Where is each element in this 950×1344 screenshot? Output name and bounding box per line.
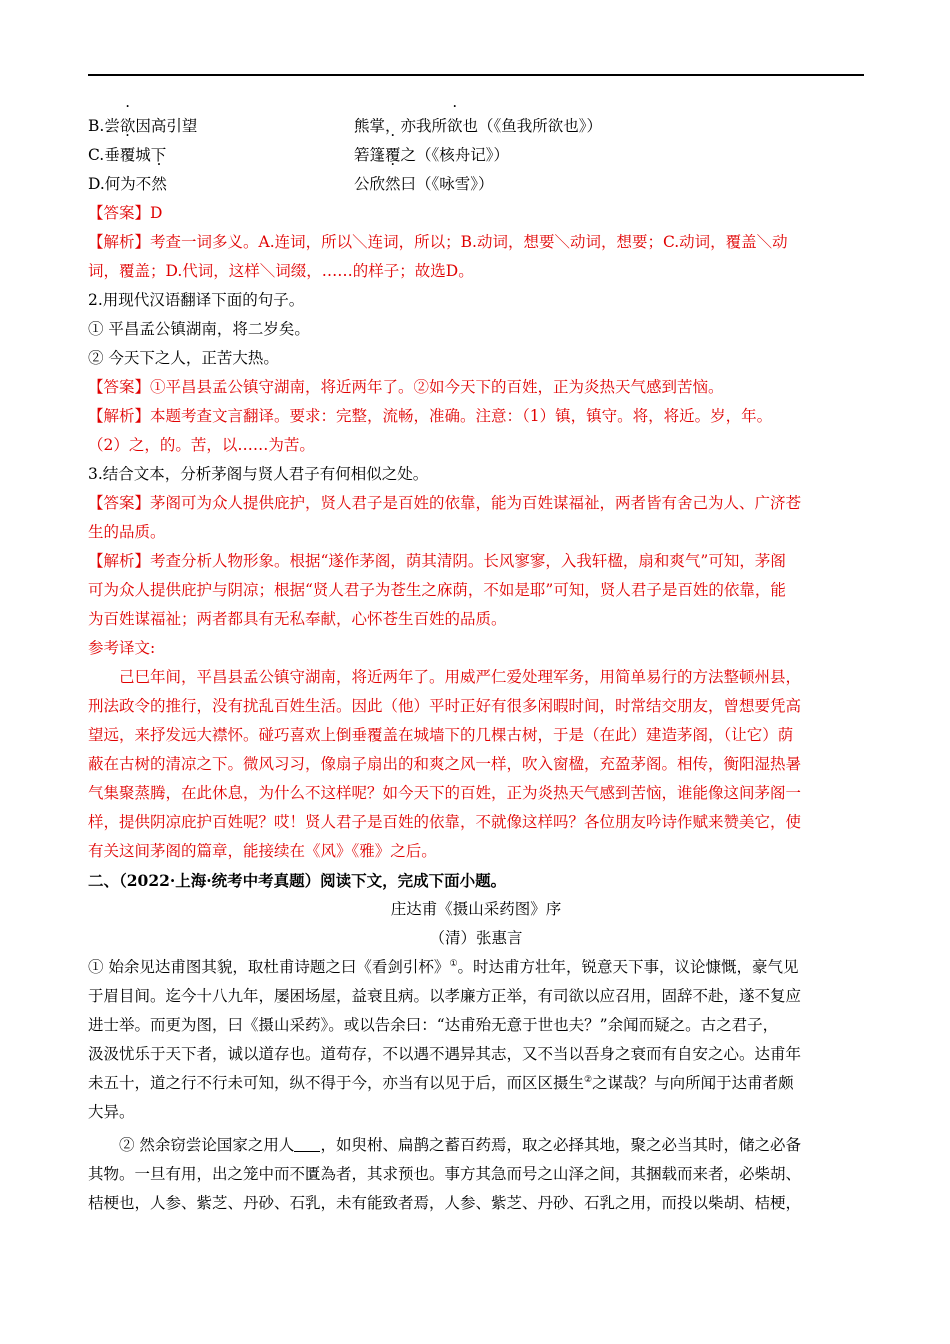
q3-analysis-line: 可为众人提供庇护与阴凉；根据“贤人君子为苍生之庥荫，不如是耶”可知，贤人君子是百姓的依靠，能 xyxy=(88,581,786,599)
footnote-mark: ① xyxy=(449,959,458,969)
passage-p2-line: ② 然余窃尝论国家之用人 ，如臾柎、扁鹊之蓄百药焉，取之必择其地，聚之必当其时，储之必备 xyxy=(119,1136,801,1154)
q3-title: 3.结合文本，分析茅阁与贤人君子有何相似之处。 xyxy=(88,465,429,483)
translation-line: 望远，来抒发远大襟怀。碰巧喜欢上倒垂覆盖在城墙下的几棵古树，于是（在此）建造茅阁，（让它）荫 xyxy=(88,726,794,744)
option-d-right: 公欣然曰（《咏雪》） xyxy=(354,170,494,199)
option-b-left: B.尝欲因高引望 xyxy=(88,112,197,141)
footnote-mark: ② xyxy=(584,1075,593,1085)
q3-answer-line: 【答案】茅阁可为众人提供庇护，贤人君子是百姓的依靠，能为百姓谋福祉，两者皆有舍己为人、广济苍 xyxy=(88,494,802,512)
translation-line: 样，提供阴凉庇护百姓呢？哎！贤人君子是百姓的依靠，不就像这样吗？各位朋友吟诗作赋来赞美它，使 xyxy=(88,813,802,831)
translation-line: 蔽在古树的清凉之下。微风习习，像扇子扇出的和爽之风一样，吹入窗楹，充盈茅阁。相传，衡阳湿热暑 xyxy=(88,755,802,773)
emphasis-dot: 覆 xyxy=(119,146,136,164)
q1-analysis-line: 词，覆盖；D.代词，这样＼词缀，……的样子；故选D。 xyxy=(88,262,474,280)
passage-p1-line: 未五十，道之行不行未可知，纵不得于今，亦当有以见于后，而区区摄生②之谋哉？与向所闻于达甫者颇 xyxy=(88,1074,794,1092)
q3-analysis-line: 【解析】考查分析人物形象。根据“遂作茅阁，荫其清阴。长风寥寥，入我轩楹，扇和爽气”可知，茅阁 xyxy=(88,552,786,570)
passage-title: 庄达甫《摄山采药图》序 xyxy=(390,900,562,918)
emphasis-dot: 然 xyxy=(151,175,167,193)
answer-blank[interactable] xyxy=(294,1135,320,1152)
q1-answer: 【答案】D xyxy=(88,204,163,222)
option-c-right: 箬篷覆之（《核舟记》） xyxy=(354,141,509,170)
passage-p2-line: 其物。一旦有用，出之笼中而不匱為者，其求预也。事方其急而号之山泽之间，其捆载而来者，必柴胡、 xyxy=(88,1165,802,1183)
passage-p1-line: 汲汲忧乐于天下者，诚以道存也。道苟存，不以遇不遇异其志，又不当以吾身之衰而有自安之心。达甫年 xyxy=(88,1045,802,1063)
option-c-left: C.垂覆城下 xyxy=(88,141,166,170)
translation-line: 气集聚蒸腾，在此休息，为什么不这样呢？如今天下的百姓，正为炎热天气感到苦恼，谁能像这间茅阁一 xyxy=(88,784,802,802)
emphasis-dot: 然 xyxy=(385,175,401,193)
q1-analysis-line: 【解析】考查一词多义。A.连词，所以＼连词，所以；B.动词，想要＼动词，想要；C.动词，覆盖＼动 xyxy=(88,233,788,251)
option-b-right: 熊掌，亦我所欲也（《鱼我所欲也》） xyxy=(354,112,602,141)
header-rule xyxy=(88,74,864,76)
translation-line: 有关这间茅阁的篇章，能接续在《风》《雅》之后。 xyxy=(88,842,437,860)
q3-analysis-line: 为百姓谋福祉；两者都具有无私奉献，心怀苍生百姓的品质。 xyxy=(88,610,507,628)
q2-title: 2.用现代汉语翻译下面的句子。 xyxy=(88,291,305,309)
passage-p2-line: 桔梗也，人参、紫芝、丹砂、石乳，未有能致者焉，人参、紫芝、丹砂、石乳之用，而投以柴胡、桔梗， xyxy=(88,1194,802,1212)
option-b xyxy=(88,112,864,141)
section-2-heading: 二、（2022·上海·统考中考真题）阅读下文，完成下面小题。 xyxy=(88,871,507,890)
passage-author: （清）张惠言 xyxy=(429,929,523,947)
q2-analysis-line: （2）之，的。苦，以……为苦。 xyxy=(88,436,315,454)
translation-line: 刑法政令的推行，没有扰乱百姓生活。因此（他）平时正好有很多闲暇时间，时常结交朋友，曾想要凭高 xyxy=(88,697,802,715)
passage-p1-line: 进士举。而更为图，曰《摄山采药》。或以告余曰：“达甫殆无意于世也夫？”余闻而疑之。古之君子， xyxy=(88,1016,779,1034)
q2-sentence-2: ② 今天下之人，正苦大热。 xyxy=(88,349,279,367)
option-d xyxy=(88,170,864,199)
emphasis-dot: 欲 xyxy=(447,117,463,135)
q3-answer-line: 生的品质。 xyxy=(88,523,166,541)
emphasis-dot: 欲 xyxy=(119,117,136,135)
translation-line: 己巳年间，平昌县孟公镇守湖南，将近两年了。用威严仁爱处理军务，用简单易行的方法整顿州县， xyxy=(119,668,802,686)
translation-heading: 参考译文: xyxy=(88,639,156,657)
q2-sentence-1: ① 平昌孟公镇湖南，将二岁矣。 xyxy=(88,320,310,338)
passage-p1-line: 大异。 xyxy=(88,1103,135,1121)
emphasis-dot: 覆 xyxy=(385,146,401,164)
option-d-left: D.何为不然 xyxy=(88,170,167,199)
q2-answer: 【答案】①平昌县孟公镇守湖南，将近两年了。②如今天下的百姓，正为炎热天气感到苦恼。 xyxy=(88,378,724,396)
passage-p1-line: 于眉目间。迄今十八九年，屡困场屋，益衰且病。以孝廉方正举，有司欲以应召用，固辞不赴，遂不复应 xyxy=(88,987,802,1005)
passage-p1-line: ① 始余见达甫图其貌，取杜甫诗题之曰《看剑引杯》①。时达甫方壮年，锐意天下事，议论慷慨，豪气见 xyxy=(88,958,799,976)
option-c xyxy=(88,141,864,170)
q2-analysis-line: 【解析】本题考查文言翻译。要求：完整，流畅，准确。注意：（1）镇，镇守。将，将近。岁，年。 xyxy=(88,407,773,425)
document-body xyxy=(88,112,864,1218)
